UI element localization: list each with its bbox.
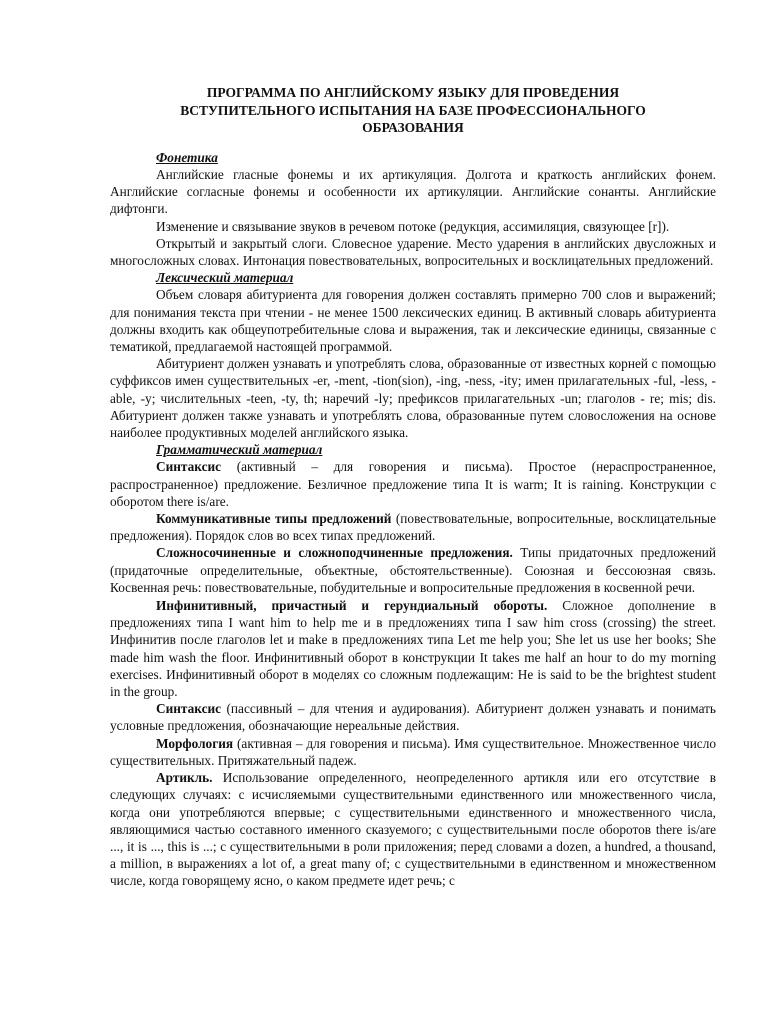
document-title: ПРОГРАММА ПО АНГЛИЙСКОМУ ЯЗЫКУ ДЛЯ ПРОВЕДЕНИЯ ВСТУПИТЕЛЬНОГО ИСПЫТАНИЯ НА БАЗЕ ПРОФЕССИОНАЛЬНОГО ОБРАЗОВАНИЯ (180, 85, 646, 136)
paragraph-text: (пассивный – для чтения и аудирования). Абитуриент должен узнавать и понимать условные предложения, обозначающие нереальные действия. (110, 701, 716, 734)
heading-lexical: Лексический материал (156, 270, 294, 286)
paragraph-text: Использование определенного, неопределенного артикля или его отсутствие в следующих случаях: с исчисляемыми существительными единственного или множественного числа, когда они употребляются впервые; с существительными единственного и множественного числа, являющимися частью составного именного сказуемого; с существительными после оборотов there is/are ..., it is ..., this is ...; с существительными в роли приложения; перед словами a dozen, a hundred, a thousand, a million, в выражениях a lot of, a great many of; с существительными в единственном и множественном числе, когда говорящему ясно, о каком предмете идет речь; с (110, 770, 716, 889)
heading-grammar: Грамматический материал (156, 442, 323, 458)
paragraph: Объем словаря абитуриента для говорения должен составлять примерно 700 слов и выражений; для понимания текста при чтении - не менее 1500 лексических единиц. В активный словарь абитуриента должны входить как общеупотребительные слова и выражения, так и лексические единицы, связанные с тематикой, предлагаемой настоящей программой. (110, 287, 716, 355)
paragraph: Открытый и закрытый слоги. Словесное ударение. Место ударения в английских двусложных и многосложных словах. Интонация повествовательных, вопросительных и восклицательных предложений. (110, 235, 716, 268)
paragraph-text: Типы придаточных предложений (придаточные определительные, объектные, обстоятельственные). Союзная и бессоюзная связь. Косвенная речь: повествовательные, побудительные и вопросительные предложения в косвенной речи. (110, 545, 716, 595)
paragraph-text: (активная – для говорения и письма). Имя существительное. Множественное число существительных. Притяжательный падеж. (110, 735, 716, 768)
bold-term: Синтаксис (156, 701, 222, 717)
paragraph-text: (активный – для говорения и письма). Простое (нераспространенное, распространенное) предложение. Безличное предложение типа It is warm; It is raining. Конструкции с оборотом there is/are. (110, 459, 716, 509)
paragraph-text: Сложное дополнение в предложениях типа I want him to help me и в предложениях типа I saw him cross (crossing) the street. Инфинитив после глаголов let и make в предложениях типа Let me help you; She let us use her books; She made him wash the floor. Инфинитивный оборот в конструкции It takes me half an hour to do my morning exercises. Инфинитивный оборот в моделях со сложным подлежащим: He is said to be the brightest student in the group. (110, 598, 716, 700)
paragraph (110, 597, 716, 700)
paragraph: Изменение и связывание звуков в речевом потоке (редукция, ассимиляция, связующее [r]). (156, 218, 670, 234)
bold-term: Сложносочиненные и сложноподчиненные предложения. (156, 545, 513, 561)
paragraph (110, 700, 716, 734)
bold-term: Синтаксис (156, 459, 222, 475)
paragraph: Английские гласные фонемы и их артикуляция. Долгота и краткость английских фонем. Английские согласные фонемы и особенности их артикуляции. Английские сонанты. Английские дифтонги. (110, 166, 716, 217)
document-page (110, 84, 716, 890)
paragraph (110, 735, 716, 769)
paragraph: Абитуриент должен узнавать и употреблять слова, образованные от известных корней с помощью суффиксов имен существительных -er, -ment, -tion(sion), -ing, -ness, -ity; имен прилагательных -ful, -less, -able, -y; числительных -teen, -ty, th; наречий -ly; префиксов прилагательных -un; глаголов - re; mis; dis. Абитуриент должен также узнавать и употреблять слова, образованные путем словосложения на основе наиболее продуктивных моделей английского языка. (110, 356, 716, 441)
bold-term: Морфология (156, 735, 234, 751)
paragraph-text: (повествовательные, вопросительные, восклицательные предложения). Порядок слов во всех типах предложений. (110, 511, 716, 544)
bold-term: Коммуникативные типы предложений (156, 511, 392, 527)
bold-term: Артикль. (156, 770, 213, 786)
paragraph (110, 544, 716, 596)
bold-term: Инфинитивный, причастный и герундиальный обороты. (156, 598, 548, 614)
paragraph (110, 458, 716, 510)
heading-phonetics: Фонетика (156, 149, 218, 165)
paragraph (110, 510, 716, 544)
paragraph (110, 769, 716, 889)
